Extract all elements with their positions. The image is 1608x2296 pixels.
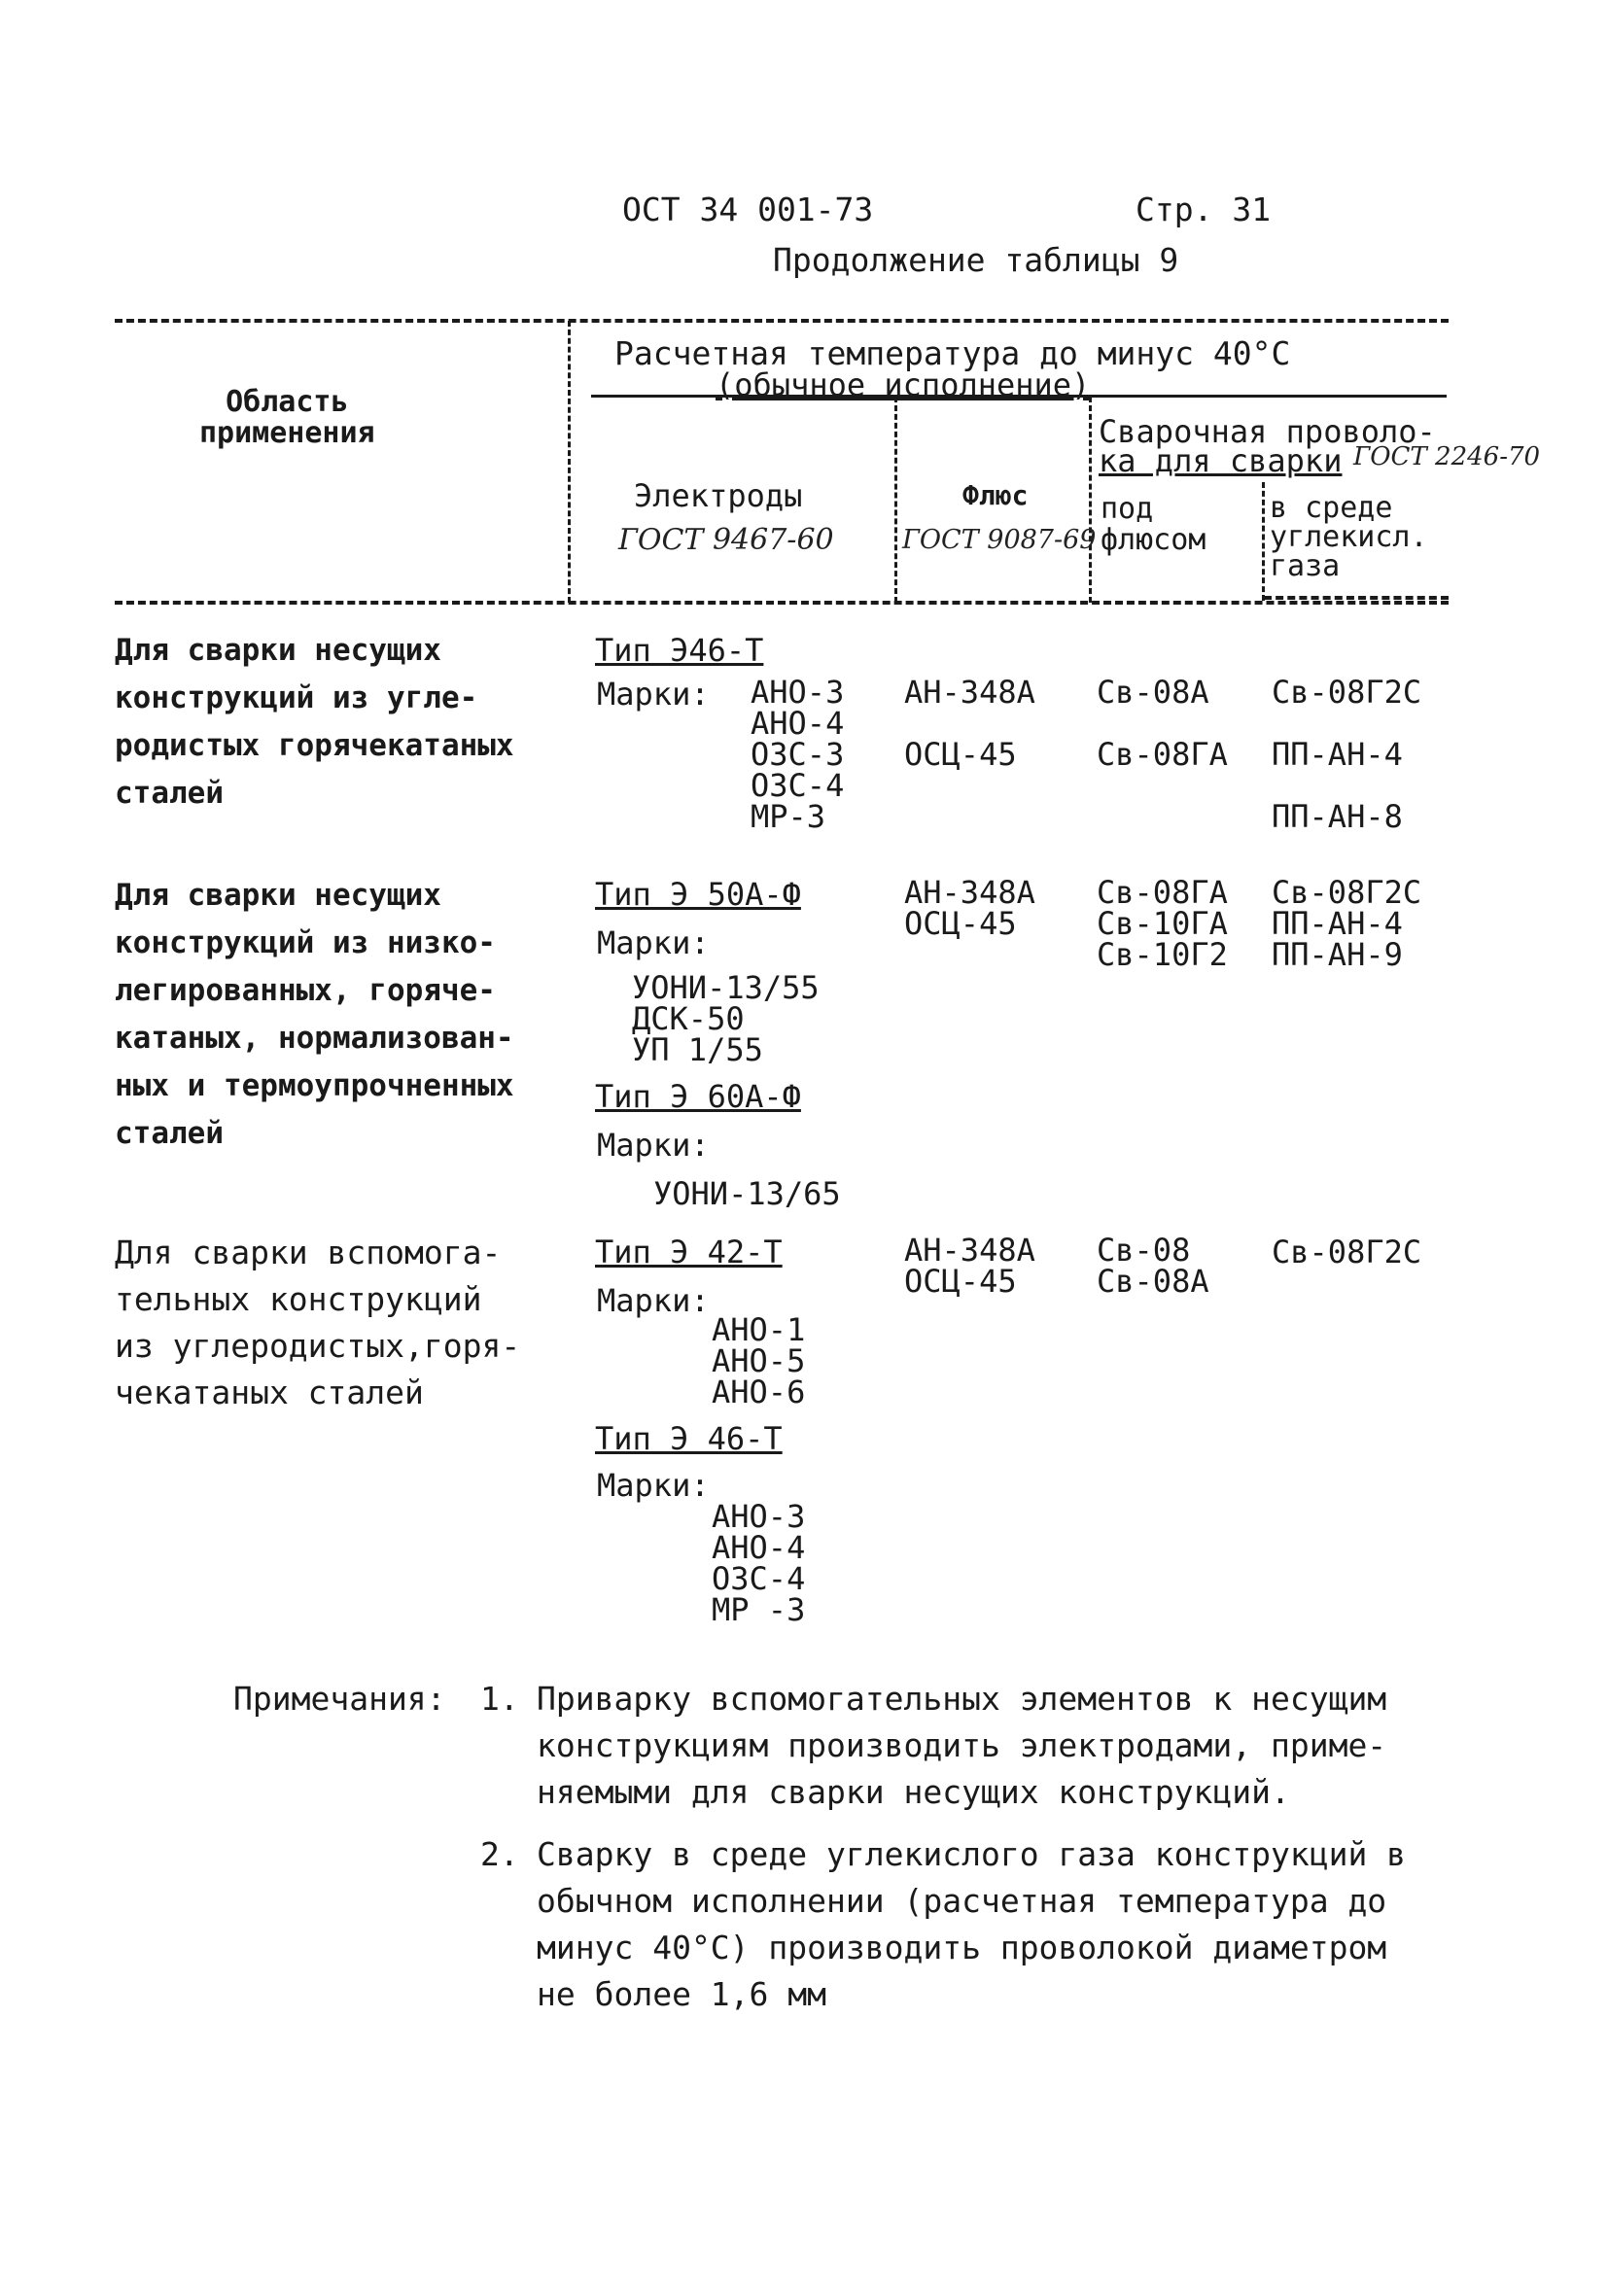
note-number: 1. [480,1680,519,1718]
under-flux-wire: Св-08ГА Св-10ГА Св-10Г2 [1097,874,1228,973]
electrode-marks: АНО-3 АНО-4 ОЗС-3 ОЗС-4 МР-3 [751,674,845,835]
electrode-type: Тип Э 50А-Ф [595,876,801,913]
flux-value: АН-348А ОСЦ-45 [904,674,1035,773]
electrodes-header: Электроды [634,477,803,514]
welding-wire-header: Сварочная проволо- [1099,413,1436,450]
note-text: Сварку в среде углекислого газа конструкций в обычном исполнении (расчетная температура до минус 40°С) производить проволокой диаметром не более 1,6 мм [537,1835,1407,2013]
page-number: Стр. 31 [1136,191,1272,228]
column-divider-wire [1262,482,1265,601]
area-column-header: Область применения [199,385,375,450]
under-flux-wire: Св-08А Св-08ГА [1097,674,1228,773]
column-divider-flux [1089,397,1092,603]
electrode-type: Тип Э 60А-Ф [595,1078,801,1115]
table-continuation-title: Продолжение таблицы 9 [773,241,1179,279]
table-top-border [115,319,1449,323]
marks-label: Марки: [597,1282,710,1319]
co2-cell-bottom [1264,596,1449,600]
temperature-header: Расчетная температура до минус 40°С [614,334,1291,372]
flux-value: АН-348А ОСЦ-45 [904,874,1035,942]
application-area: Для сварки несущих конструкций из угле- родистых горячекатаных сталей [115,633,514,811]
notes-label: Примечания: [233,1680,446,1718]
welding-wire-header-line2: ка для сварки [1099,442,1343,479]
electrode-marks: УОНИ-13/55 ДСК-50 УП 1/55 [632,969,820,1068]
electrodes-gost: ГОСТ 9467-60 [618,523,834,557]
flux-gost: ГОСТ 9087-69 [902,525,1097,555]
note-number: 2. [480,1835,519,1873]
marks-label: Марки: [597,1467,710,1504]
under-flux-header: под флюсом [1101,492,1206,557]
marks-label: Марки: [597,1127,710,1164]
column-divider-area [568,321,571,603]
table-header-bottom-border [115,601,1449,605]
application-area: Для сварки несущих конструкций из низко- легированных, горяче- катаных, нормализован- ных и термоупрочненных сталей [115,878,514,1151]
application-area: Для сварки вспомога- тельных конструкций из углеродистых,горя- чекатаных сталей [115,1234,521,1411]
co2-wire: Св-08Г2С [1272,1234,1422,1270]
electrode-type: Тип Э46-Т [595,632,764,669]
execution-header: (обычное исполнение) [716,366,1091,403]
document-number: ОСТ 34 001-73 [622,191,874,228]
electrode-marks: АНО-1 АНО-5 АНО-6 [712,1311,806,1410]
flux-value: АН-348А ОСЦ-45 [904,1232,1035,1300]
marks-label: Марки: [597,924,710,961]
under-flux-wire: Св-08 Св-08А [1097,1232,1209,1300]
electrode-marks: АНО-3 АНО-4 ОЗС-4 МР -3 [712,1498,806,1628]
electrode-type: Тип Э 46-Т [595,1420,783,1457]
flux-header: Флюс [962,479,1029,511]
co2-header: в среде углекисл. газа [1270,491,1428,583]
column-divider-electrodes [894,397,897,603]
marks-label: Марки: [597,676,710,713]
note-text: Приварку вспомогательных элементов к несущим конструкциям производить электродами, приме- няемыми для сварки несущих конструкций. [537,1680,1387,1811]
electrode-type: Тип Э 42-Т [595,1234,783,1270]
electrode-marks: УОНИ-13/65 [653,1175,841,1212]
co2-wire: Св-08Г2С ПП-АН-4 ПП-АН-8 [1272,674,1422,835]
welding-wire-gost: ГОСТ 2246-70 [1353,442,1541,471]
co2-wire: Св-08Г2С ПП-АН-4 ПП-АН-9 [1272,874,1422,973]
